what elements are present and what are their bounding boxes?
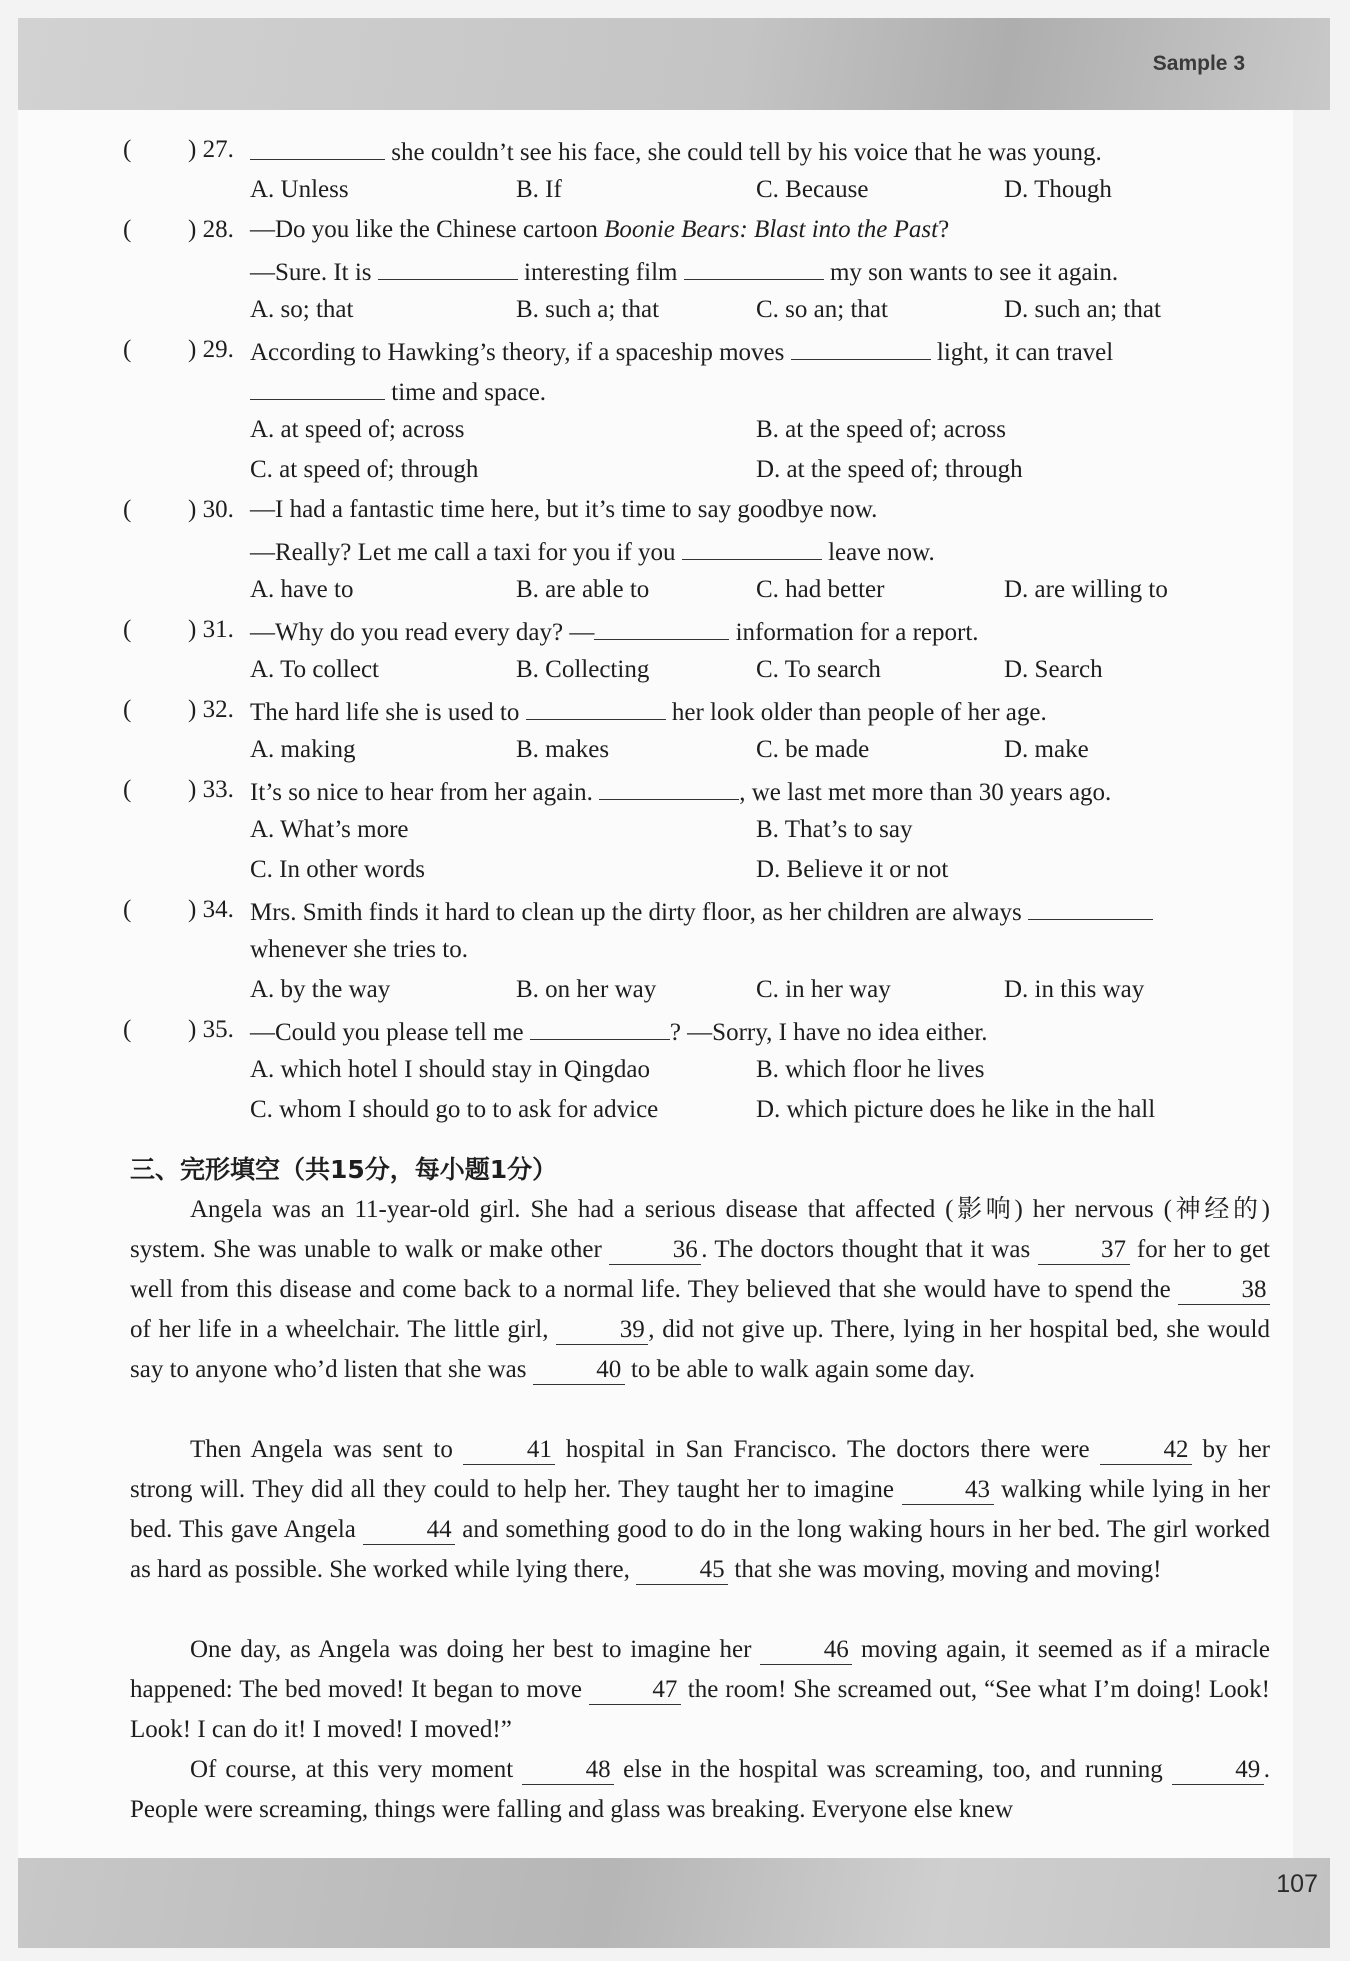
answer-paren-open: ( <box>123 336 132 363</box>
option-a: A. making <box>250 736 356 763</box>
option-b: B. That’s to say <box>756 816 913 843</box>
question-number: ) 29. <box>188 336 234 363</box>
question-stem: The hard life she is used to her look older than people of her age. <box>250 695 1047 728</box>
question-number: ) 35. <box>188 1016 234 1043</box>
question-number: ) 34. <box>188 896 234 923</box>
question-number: ) 30. <box>188 496 234 523</box>
answer-blank <box>250 135 385 160</box>
option-d: D. Search <box>1004 656 1103 683</box>
question-stem: According to Hawking’s theory, if a spaceship moves light, it can travel <box>250 335 1113 368</box>
option-b: B. Collecting <box>516 656 650 683</box>
question-stem: —Could you please tell me ? —Sorry, I have no idea either. <box>250 1015 988 1048</box>
question-number: ) 33. <box>188 776 234 803</box>
option-c: C. To search <box>756 656 881 683</box>
option-c: C. whom I should go to to ask for advice <box>250 1096 659 1123</box>
cloze-blank: 39 <box>556 1316 648 1345</box>
option-c: C. be made <box>756 736 870 763</box>
cloze-blank: 47 <box>589 1676 681 1705</box>
passage-paragraph-3: One day, as Angela was doing her best to imagine her 46 moving again, it seemed as if a miracle happened: The bed moved! It began to move 47 the room! She screamed out, “See what I’m doing! Look! Look! I can do it! I moved! I moved!” <box>130 1636 1270 1743</box>
question-number: ) 27. <box>188 136 234 163</box>
option-a: A. Unless <box>250 176 349 203</box>
answer-paren-open: ( <box>123 1016 132 1043</box>
option-a: A. at speed of; across <box>250 416 465 443</box>
passage-paragraph-4: Of course, at this very moment 48 else in the hospital was screaming, too, and running 49 . People were screaming, things were falling and glass was breaking. Everyone else knew <box>130 1756 1270 1823</box>
option-b: B. at the speed of; across <box>756 416 1006 443</box>
option-d: D. which picture does he like in the hall <box>756 1096 1156 1123</box>
question-stem: Mrs. Smith finds it hard to clean up the dirty floor, as her children are always <box>250 895 1153 928</box>
option-d: D. such an; that <box>1004 296 1161 323</box>
footer-band <box>18 1858 1330 1948</box>
question-number: ) 28. <box>188 216 234 243</box>
answer-paren-open: ( <box>123 776 132 803</box>
option-c: C. in her way <box>756 976 891 1003</box>
sample-label: Sample 3 <box>1152 52 1245 75</box>
cloze-blank: 43 <box>902 1476 994 1505</box>
option-a: A. What’s more <box>250 816 409 843</box>
option-c: C. at speed of; through <box>250 456 479 483</box>
cloze-blank: 48 <box>522 1756 614 1785</box>
question-line-2: —Sure. It is interesting film my son wants to see it again. <box>250 255 1118 288</box>
cloze-blank: 49 <box>1172 1756 1264 1785</box>
option-d: D. Though <box>1004 176 1112 203</box>
option-c: C. so an; that <box>756 296 888 323</box>
passage-paragraph-1: Angela was an 11-year-old girl. She had a serious disease that affected (影响) her nervous (神经的) system. She was unable to walk or make other 36 . The doctors thought that it was 37 for her to get well from this disease and come back to a normal life. They believed that she would have to spend the 38 of her life in a wheelchair. The little girl, 39 , did not give up. There, lying in her hospital bed, she would say to anyone who’d listen that she was 40 to be able to walk again some day. <box>130 1196 1270 1383</box>
option-c: C. In other words <box>250 856 425 883</box>
answer-paren-open: ( <box>123 136 132 163</box>
page-number: 107 <box>1276 1870 1318 1898</box>
answer-paren-open: ( <box>123 216 132 243</box>
question-stem: —Do you like the Chinese cartoon Boonie Bears: Blast into the Past? <box>250 216 950 243</box>
cloze-blank: 40 <box>533 1356 625 1385</box>
cloze-blank: 36 <box>609 1236 701 1265</box>
cloze-blank: 46 <box>760 1636 852 1665</box>
option-d: D. are willing to <box>1004 576 1168 603</box>
option-d: D. in this way <box>1004 976 1145 1003</box>
cloze-blank: 45 <box>636 1556 728 1585</box>
answer-paren-open: ( <box>123 696 132 723</box>
question-line-2: —Really? Let me call a taxi for you if you leave now. <box>250 535 935 568</box>
section-title: 三、完形填空（共15分，每小题1分） <box>130 1155 558 1184</box>
cloze-blank: 38 <box>1178 1276 1270 1305</box>
option-b: B. such a; that <box>516 296 660 323</box>
answer-paren-open: ( <box>123 496 132 523</box>
question-stem: she couldn’t see his face, she could tell by his voice that he was young. <box>250 135 1102 168</box>
question-stem: —Why do you read every day? — information for a report. <box>250 615 979 648</box>
option-a: A. have to <box>250 576 354 603</box>
question-line-2: whenever she tries to. <box>250 936 468 963</box>
question-line-2: time and space. <box>250 375 546 408</box>
option-b: B. on her way <box>516 976 657 1003</box>
option-d: D. make <box>1004 736 1089 763</box>
answer-paren-open: ( <box>123 896 132 923</box>
option-c: C. Because <box>756 176 869 203</box>
cloze-blank: 41 <box>463 1436 555 1465</box>
cloze-blank: 42 <box>1100 1436 1192 1465</box>
passage-paragraph-2: Then Angela was sent to 41 hospital in San Francisco. The doctors there were 42 by her strong will. They did all they could to help her. They taught her to imagine 43 walking while lying in her bed. This gave Angela 44 and something good to do in the long waking hours in her bed. The girl worked as hard as possible. She worked while lying there, 45 that she was moving, moving and moving! <box>130 1436 1270 1583</box>
option-d: D. Believe it or not <box>756 856 949 883</box>
option-d: D. at the speed of; through <box>756 456 1023 483</box>
option-a: A. so; that <box>250 296 354 323</box>
option-b: B. makes <box>516 736 610 763</box>
question-stem: —I had a fantastic time here, but it’s time to say goodbye now. <box>250 496 878 523</box>
cloze-blank: 37 <box>1038 1236 1130 1265</box>
cloze-blank: 44 <box>363 1516 455 1545</box>
option-b: B. are able to <box>516 576 650 603</box>
answer-paren-open: ( <box>123 616 132 643</box>
option-b: B. which floor he lives <box>756 1056 985 1083</box>
header-band <box>18 18 1330 110</box>
option-a: A. which hotel I should stay in Qingdao <box>250 1056 650 1083</box>
option-a: A. To collect <box>250 656 380 683</box>
question-number: ) 32. <box>188 696 234 723</box>
option-a: A. by the way <box>250 976 391 1003</box>
option-c: C. had better <box>756 576 885 603</box>
question-stem: It’s so nice to hear from her again. , we last met more than 30 years ago. <box>250 775 1111 808</box>
question-number: ) 31. <box>188 616 234 643</box>
option-b: B. If <box>516 176 562 203</box>
